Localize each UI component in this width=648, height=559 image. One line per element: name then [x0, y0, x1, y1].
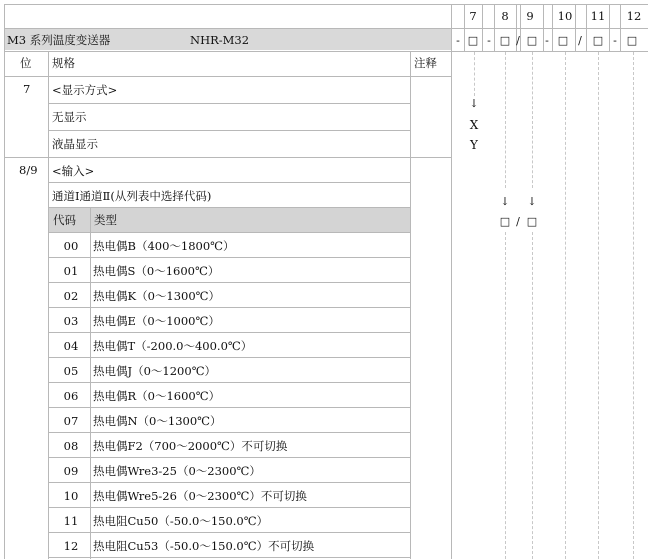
row-divider	[48, 332, 410, 333]
code-mark: -	[545, 34, 549, 47]
section89-subtitle: 通道Ⅰ通道Ⅱ(从列表中选择代码)	[52, 189, 212, 203]
input-code: 05	[63, 364, 79, 378]
column-number-12: 12	[626, 9, 642, 23]
code-y: Y	[470, 138, 478, 152]
inner-header-code: 代码	[53, 213, 76, 227]
column-number-10: 10	[557, 9, 573, 23]
option-no-display: 无显示	[52, 110, 87, 124]
row-divider	[48, 407, 410, 408]
input-code: 01	[63, 264, 79, 278]
input-code: 03	[63, 314, 79, 328]
input-type: 热电偶R（0～1600℃）	[93, 389, 221, 403]
code-mark: □	[626, 34, 638, 47]
inner-header-type: 类型	[94, 213, 117, 227]
input-type: 热电偶Wre5-26（0～2300℃）不可切换	[93, 489, 307, 503]
code-mark: /	[578, 34, 582, 47]
input-code: 00	[63, 239, 79, 253]
code-mark: □	[592, 34, 604, 47]
column-number-9: 9	[526, 9, 534, 23]
row-divider	[48, 507, 410, 508]
option-lcd-display: 液晶显示	[52, 137, 98, 151]
input-code: 12	[63, 539, 79, 553]
input-code: 06	[63, 389, 79, 403]
column-number-8: 8	[501, 9, 509, 23]
code-mark: □	[467, 34, 479, 47]
section7-position: 7	[23, 82, 31, 96]
header-position: 位	[20, 56, 32, 70]
channel2-code-box: □	[526, 215, 538, 228]
input-type: 热电偶S（0～1600℃）	[93, 264, 220, 278]
row-divider	[48, 382, 410, 383]
input-code: 11	[63, 514, 79, 528]
input-code: 02	[63, 289, 79, 303]
product-name: M3 系列温度变送器	[7, 33, 111, 47]
input-type: 热电阻Cu53（-50.0～150.0℃）不可切换	[93, 539, 315, 553]
header-note: 注释	[414, 56, 437, 70]
input-type: 热电偶E（0～1000℃）	[93, 314, 220, 328]
code-mark: □	[499, 34, 511, 47]
row-divider	[48, 557, 410, 558]
code-mark: □	[526, 34, 538, 47]
channel1-code-box: □	[499, 215, 511, 228]
input-code: 10	[63, 489, 79, 503]
model-number: NHR-M32	[190, 33, 250, 47]
input-type: 热电偶B（400～1800℃）	[93, 239, 235, 253]
row-divider	[48, 282, 410, 283]
input-type: 热电偶K（0～1300℃）	[93, 289, 221, 303]
input-code: 04	[63, 339, 79, 353]
section89-title: <输入>	[52, 164, 95, 178]
row-divider	[48, 457, 410, 458]
input-code: 08	[63, 439, 79, 453]
down-arrow-icon: ↓	[527, 195, 537, 208]
input-code: 07	[63, 414, 79, 428]
row-divider	[48, 532, 410, 533]
code-mark: □	[557, 34, 569, 47]
input-code: 09	[63, 464, 79, 478]
code-mark: /	[516, 34, 520, 47]
row-divider	[48, 432, 410, 433]
input-type: 热电偶J（0～1200℃）	[93, 364, 217, 378]
row-divider	[48, 482, 410, 483]
row-divider	[48, 357, 410, 358]
input-type: 热电偶Wre3-25（0～2300℃）	[93, 464, 261, 478]
down-arrow-icon: ↓	[500, 195, 510, 208]
section89-position: 8/9	[19, 163, 38, 177]
code-mark: -	[456, 34, 460, 47]
row-divider	[48, 307, 410, 308]
code-mark: -	[487, 34, 491, 47]
code-mark: -	[613, 34, 617, 47]
column-number-7: 7	[469, 9, 477, 23]
input-type: 热电偶F2（700～2000℃）不可切换	[93, 439, 288, 453]
separator-slash: /	[516, 215, 520, 228]
input-type: 热电偶N（0～1300℃）	[93, 414, 222, 428]
row-divider	[48, 257, 410, 258]
header-spec: 规格	[52, 56, 75, 70]
column-number-11: 11	[590, 9, 606, 23]
input-type: 热电阻Cu50（-50.0～150.0℃）	[93, 514, 269, 528]
input-type: 热电偶T（-200.0～400.0℃）	[93, 339, 253, 353]
down-arrow-icon: ↓	[469, 97, 479, 110]
section7-title: <显示方式>	[52, 83, 118, 97]
code-x: X	[469, 118, 479, 132]
